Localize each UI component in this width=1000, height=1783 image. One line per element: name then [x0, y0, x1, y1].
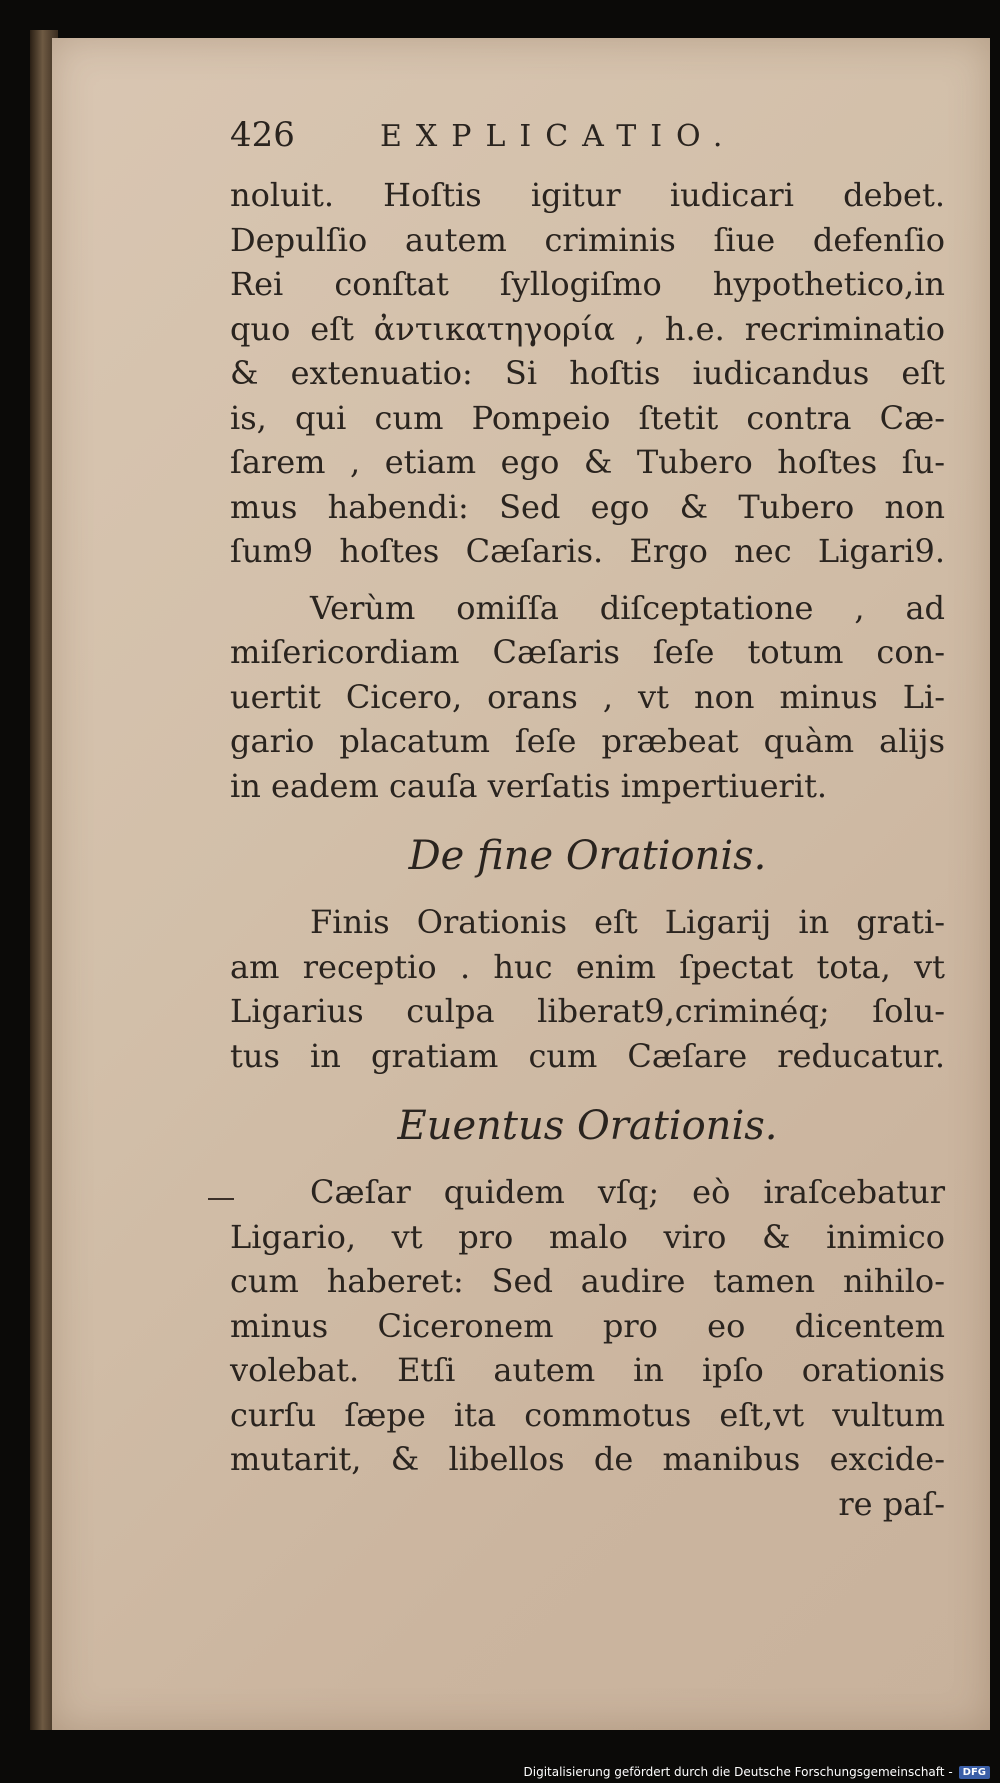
funding-credit: Digitalisierung gefördert durch die Deutsche Forschungsgemeinschaft - — [523, 1765, 953, 1779]
paragraph-3 — [230, 900, 960, 1078]
text-line: ſarem , etiam ego & Tubero hoſtes ſu- — [230, 443, 945, 481]
text-line: tus in gratiam cum Cæſare reducatur. — [230, 1036, 945, 1075]
text-line: quo eſt ἀντικατηγορία , h.e. recriminatio — [230, 309, 945, 348]
catchword: re paſ- — [838, 1484, 945, 1523]
text-line: in eadem cauſa verſatis impertiuerit. — [230, 766, 828, 805]
paragraph-4 — [230, 1170, 960, 1526]
section-heading: De fine Orationis. — [408, 833, 767, 879]
text-line: mus habendi: Sed ego & Tubero non — [230, 487, 945, 526]
text-line: ſum9 hoſtes Cæſaris. Ergo nec Ligari9. — [230, 532, 945, 570]
page-number: 426 — [230, 115, 295, 155]
running-title: EXPLICATIO. — [380, 119, 737, 154]
text-line: Finis Orationis eſt Ligarij in grati- — [310, 903, 945, 941]
text-line: is, qui cum Pompeio ſtetit contra Cæ- — [230, 398, 945, 437]
text-line: gario placatum ſeſe præbeat quàm alijs — [230, 722, 945, 760]
text-line: am receptio . huc enim ſpectat tota, vt — [230, 947, 945, 986]
paragraph-2 — [230, 586, 960, 809]
digitization-footer — [524, 1765, 991, 1779]
text-line: mutarit, & libellos de manibus excide- — [230, 1440, 945, 1478]
section-heading: Euentus Orationis. — [397, 1103, 778, 1149]
text-line: Ligario, vt pro malo viro & inimico — [230, 1217, 945, 1256]
text-line: volebat. Etſi autem in ipſo orationis — [230, 1351, 945, 1389]
text-line: miſericordiam Cæſaris ſeſe totum con- — [230, 633, 945, 671]
dfg-logo-icon: DFG — [959, 1766, 990, 1779]
text-line: & extenuatio: Si hoſtis iudicandus eſt — [230, 354, 945, 392]
text-line: Depulſio autem criminis ſiue defenſio — [230, 220, 945, 259]
text-line: Rei conſtat ſyllogiſmo hypothetico,in — [230, 265, 945, 303]
text-line: Verùm omiſſa diſceptatione , ad — [310, 588, 945, 627]
text-line: uertit Cicero, orans , vt non minus Li- — [230, 677, 945, 716]
text-line: Ligarius culpa liberat9,criminéq; ſolu- — [230, 992, 945, 1030]
paragraph-1 — [230, 173, 960, 574]
text-line: curſu ſæpe ita commotus eſt,vt vultum — [230, 1395, 945, 1434]
text-line: Cæſar quidem vſq; eò iraſcebatur — [310, 1173, 945, 1211]
text-line: minus Ciceronem pro eo dicentem — [230, 1306, 945, 1345]
running-head — [230, 115, 960, 173]
margin-mark — [208, 1198, 234, 1200]
text-line: cum haberet: Sed audire tamen nihilo- — [230, 1262, 945, 1300]
text-line: noluit. Hoſtis igitur iudicari debet. — [230, 176, 945, 214]
text-block — [230, 115, 960, 1526]
